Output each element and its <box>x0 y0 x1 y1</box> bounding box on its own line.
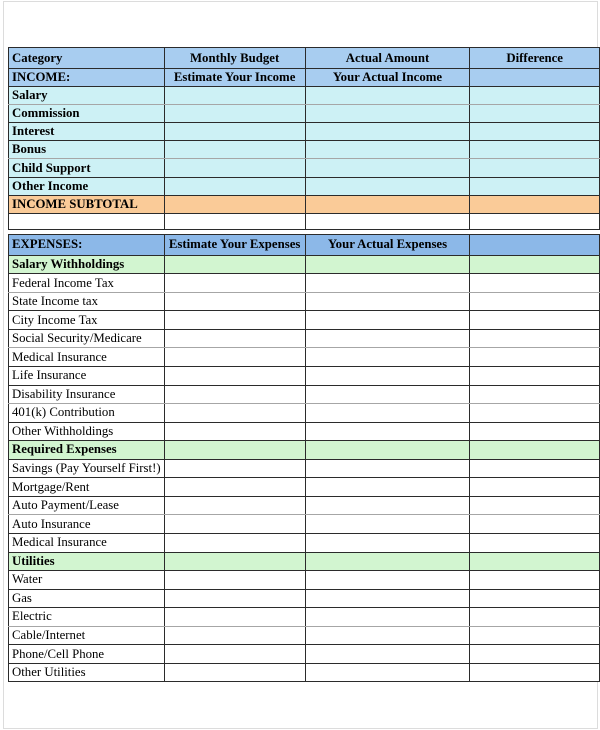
expense-group-header-row <box>9 441 600 460</box>
expense-item-row <box>9 348 600 367</box>
expense-actual-value-cell[interactable] <box>305 274 470 293</box>
expense-difference-value-cell[interactable] <box>470 348 600 367</box>
expense-budget-value-cell[interactable] <box>164 626 305 645</box>
expense-item-row <box>9 608 600 627</box>
income-item-row <box>9 87 600 105</box>
expense-item-row <box>9 533 600 552</box>
expense-group-actual-cell <box>305 441 470 460</box>
expense-actual-value-cell[interactable] <box>305 311 470 330</box>
expense-item-row <box>9 329 600 348</box>
income-item-label: Commission <box>9 105 165 123</box>
income-subtotal-difference-cell[interactable] <box>470 195 600 213</box>
expense-budget-value-cell[interactable] <box>164 589 305 608</box>
expense-difference-value-cell[interactable] <box>470 533 600 552</box>
expense-actual-value-cell[interactable] <box>305 663 470 682</box>
expense-item-label: Electric <box>9 608 165 627</box>
income-difference-cell <box>470 69 600 87</box>
expense-item-row <box>9 589 600 608</box>
income-difference-value-cell[interactable] <box>470 159 600 177</box>
expense-actual-value-cell[interactable] <box>305 496 470 515</box>
expenses-actual-instruction: Your Actual Expenses <box>305 234 470 255</box>
income-actual-value-cell[interactable] <box>305 105 470 123</box>
expense-difference-value-cell[interactable] <box>470 422 600 441</box>
expense-item-label: Phone/Cell Phone <box>9 645 165 664</box>
expense-group-header-row <box>9 552 600 571</box>
column-header-row <box>9 48 600 69</box>
expense-budget-value-cell[interactable] <box>164 571 305 590</box>
income-difference-value-cell[interactable] <box>470 105 600 123</box>
expense-budget-value-cell[interactable] <box>164 385 305 404</box>
income-actual-value-cell[interactable] <box>305 159 470 177</box>
expense-item-label: Mortgage/Rent <box>9 478 165 497</box>
expense-group-difference-cell <box>470 255 600 274</box>
income-actual-value-cell[interactable] <box>305 123 470 141</box>
expense-actual-value-cell[interactable] <box>305 385 470 404</box>
expense-item-row <box>9 367 600 386</box>
expense-item-row <box>9 311 600 330</box>
expense-budget-value-cell[interactable] <box>164 404 305 423</box>
expense-group-header-row <box>9 255 600 274</box>
expense-difference-value-cell[interactable] <box>470 404 600 423</box>
expense-budget-value-cell[interactable] <box>164 329 305 348</box>
expense-actual-value-cell[interactable] <box>305 422 470 441</box>
expense-item-row <box>9 626 600 645</box>
expense-actual-value-cell[interactable] <box>305 404 470 423</box>
expense-difference-value-cell[interactable] <box>470 459 600 478</box>
expense-item-label: Life Insurance <box>9 367 165 386</box>
expense-group-label: Salary Withholdings <box>9 255 165 274</box>
income-item-row <box>9 177 600 195</box>
income-item-label: Bonus <box>9 141 165 159</box>
expense-difference-value-cell[interactable] <box>470 367 600 386</box>
expense-difference-value-cell[interactable] <box>470 496 600 515</box>
expense-budget-value-cell[interactable] <box>164 533 305 552</box>
income-item-label: Child Support <box>9 159 165 177</box>
income-item-row <box>9 141 600 159</box>
expense-item-label: Medical Insurance <box>9 533 165 552</box>
expense-budget-value-cell[interactable] <box>164 608 305 627</box>
column-header-actual-amount: Actual Amount <box>305 48 470 69</box>
expense-difference-value-cell[interactable] <box>470 608 600 627</box>
expense-item-label: Cable/Internet <box>9 626 165 645</box>
expense-difference-value-cell[interactable] <box>470 329 600 348</box>
income-item-row <box>9 159 600 177</box>
column-header-monthly-budget: Monthly Budget <box>164 48 305 69</box>
expense-difference-value-cell[interactable] <box>470 645 600 664</box>
blank-cell <box>470 213 600 229</box>
expense-group-actual-cell <box>305 255 470 274</box>
blank-row <box>9 213 600 229</box>
expense-budget-value-cell[interactable] <box>164 496 305 515</box>
expense-item-row <box>9 459 600 478</box>
expense-item-label: Auto Insurance <box>9 515 165 534</box>
expenses-section-label: EXPENSES: <box>9 234 165 255</box>
expense-item-row <box>9 496 600 515</box>
expense-group-label: Required Expenses <box>9 441 165 460</box>
column-header-category: Category <box>9 48 165 69</box>
income-item-label: Salary <box>9 87 165 105</box>
expense-difference-value-cell[interactable] <box>470 311 600 330</box>
expense-difference-value-cell[interactable] <box>470 292 600 311</box>
expense-actual-value-cell[interactable] <box>305 589 470 608</box>
expense-item-label: Other Withholdings <box>9 422 165 441</box>
income-difference-value-cell[interactable] <box>470 123 600 141</box>
expense-budget-value-cell[interactable] <box>164 311 305 330</box>
income-section-row <box>9 69 600 87</box>
income-actual-value-cell[interactable] <box>305 141 470 159</box>
expense-group-budget-cell <box>164 255 305 274</box>
expense-budget-value-cell[interactable] <box>164 478 305 497</box>
expense-budget-value-cell[interactable] <box>164 515 305 534</box>
expense-budget-value-cell[interactable] <box>164 459 305 478</box>
expense-difference-value-cell[interactable] <box>470 571 600 590</box>
expense-budget-value-cell[interactable] <box>164 367 305 386</box>
expense-item-row <box>9 515 600 534</box>
income-item-row <box>9 123 600 141</box>
expenses-budget-instruction: Estimate Your Expenses <box>164 234 305 255</box>
expense-item-label: Social Security/Medicare <box>9 329 165 348</box>
expense-item-label: Auto Payment/Lease <box>9 496 165 515</box>
expense-difference-value-cell[interactable] <box>470 589 600 608</box>
expense-actual-value-cell[interactable] <box>305 645 470 664</box>
expense-item-label: City Income Tax <box>9 311 165 330</box>
income-budget-instruction: Estimate Your Income <box>164 69 305 87</box>
expense-actual-value-cell[interactable] <box>305 626 470 645</box>
expense-item-row <box>9 645 600 664</box>
expense-budget-value-cell[interactable] <box>164 422 305 441</box>
expense-difference-value-cell[interactable] <box>470 478 600 497</box>
income-actual-value-cell[interactable] <box>305 177 470 195</box>
expense-item-row <box>9 478 600 497</box>
expense-actual-value-cell[interactable] <box>305 367 470 386</box>
income-difference-value-cell[interactable] <box>470 177 600 195</box>
expense-actual-value-cell[interactable] <box>305 571 470 590</box>
income-budget-value-cell[interactable] <box>164 141 305 159</box>
expense-budget-value-cell[interactable] <box>164 292 305 311</box>
expense-difference-value-cell[interactable] <box>470 626 600 645</box>
expense-actual-value-cell[interactable] <box>305 478 470 497</box>
expense-item-label: Water <box>9 571 165 590</box>
income-actual-instruction: Your Actual Income <box>305 69 470 87</box>
income-budget-value-cell[interactable] <box>164 159 305 177</box>
expenses-difference-cell <box>470 234 600 255</box>
income-subtotal-row <box>9 195 600 213</box>
expense-group-difference-cell <box>470 441 600 460</box>
expense-actual-value-cell[interactable] <box>305 329 470 348</box>
income-item-label: Interest <box>9 123 165 141</box>
budget-table <box>8 47 600 682</box>
expense-item-row <box>9 663 600 682</box>
expense-actual-value-cell[interactable] <box>305 348 470 367</box>
expense-actual-value-cell[interactable] <box>305 515 470 534</box>
expense-budget-value-cell[interactable] <box>164 274 305 293</box>
expense-item-label: Other Utilities <box>9 663 165 682</box>
expense-difference-value-cell[interactable] <box>470 385 600 404</box>
expense-item-label: Medical Insurance <box>9 348 165 367</box>
expense-difference-value-cell[interactable] <box>470 274 600 293</box>
expense-item-row <box>9 292 600 311</box>
expense-item-row <box>9 422 600 441</box>
income-subtotal-budget-cell[interactable] <box>164 195 305 213</box>
expense-item-label: State Income tax <box>9 292 165 311</box>
income-difference-value-cell[interactable] <box>470 87 600 105</box>
expense-actual-value-cell[interactable] <box>305 459 470 478</box>
expense-item-label: 401(k) Contribution <box>9 404 165 423</box>
expense-group-budget-cell <box>164 552 305 571</box>
income-subtotal-label: INCOME SUBTOTAL <box>9 195 165 213</box>
expense-item-label: Gas <box>9 589 165 608</box>
expense-item-label: Savings (Pay Yourself First!) <box>9 459 165 478</box>
expense-difference-value-cell[interactable] <box>470 663 600 682</box>
expense-budget-value-cell[interactable] <box>164 663 305 682</box>
income-difference-value-cell[interactable] <box>470 141 600 159</box>
income-budget-value-cell[interactable] <box>164 105 305 123</box>
expense-group-difference-cell <box>470 552 600 571</box>
expenses-section-row <box>9 234 600 255</box>
expense-item-label: Federal Income Tax <box>9 274 165 293</box>
expense-difference-value-cell[interactable] <box>470 515 600 534</box>
expense-group-label: Utilities <box>9 552 165 571</box>
expense-item-row <box>9 571 600 590</box>
expense-group-actual-cell <box>305 552 470 571</box>
income-budget-value-cell[interactable] <box>164 123 305 141</box>
income-actual-value-cell[interactable] <box>305 87 470 105</box>
income-budget-value-cell[interactable] <box>164 177 305 195</box>
expense-item-row <box>9 385 600 404</box>
expense-actual-value-cell[interactable] <box>305 608 470 627</box>
income-item-label: Other Income <box>9 177 165 195</box>
column-header-difference: Difference <box>470 48 600 69</box>
expense-actual-value-cell[interactable] <box>305 292 470 311</box>
expense-item-row <box>9 404 600 423</box>
income-item-row <box>9 105 600 123</box>
expense-budget-value-cell[interactable] <box>164 645 305 664</box>
blank-cell <box>164 213 305 229</box>
expense-item-row <box>9 274 600 293</box>
expense-item-label: Disability Insurance <box>9 385 165 404</box>
expense-budget-value-cell[interactable] <box>164 348 305 367</box>
blank-cell <box>9 213 165 229</box>
income-section-label: INCOME: <box>9 69 165 87</box>
expense-actual-value-cell[interactable] <box>305 533 470 552</box>
blank-cell <box>305 213 470 229</box>
expense-group-budget-cell <box>164 441 305 460</box>
income-budget-value-cell[interactable] <box>164 87 305 105</box>
income-subtotal-actual-cell[interactable] <box>305 195 470 213</box>
